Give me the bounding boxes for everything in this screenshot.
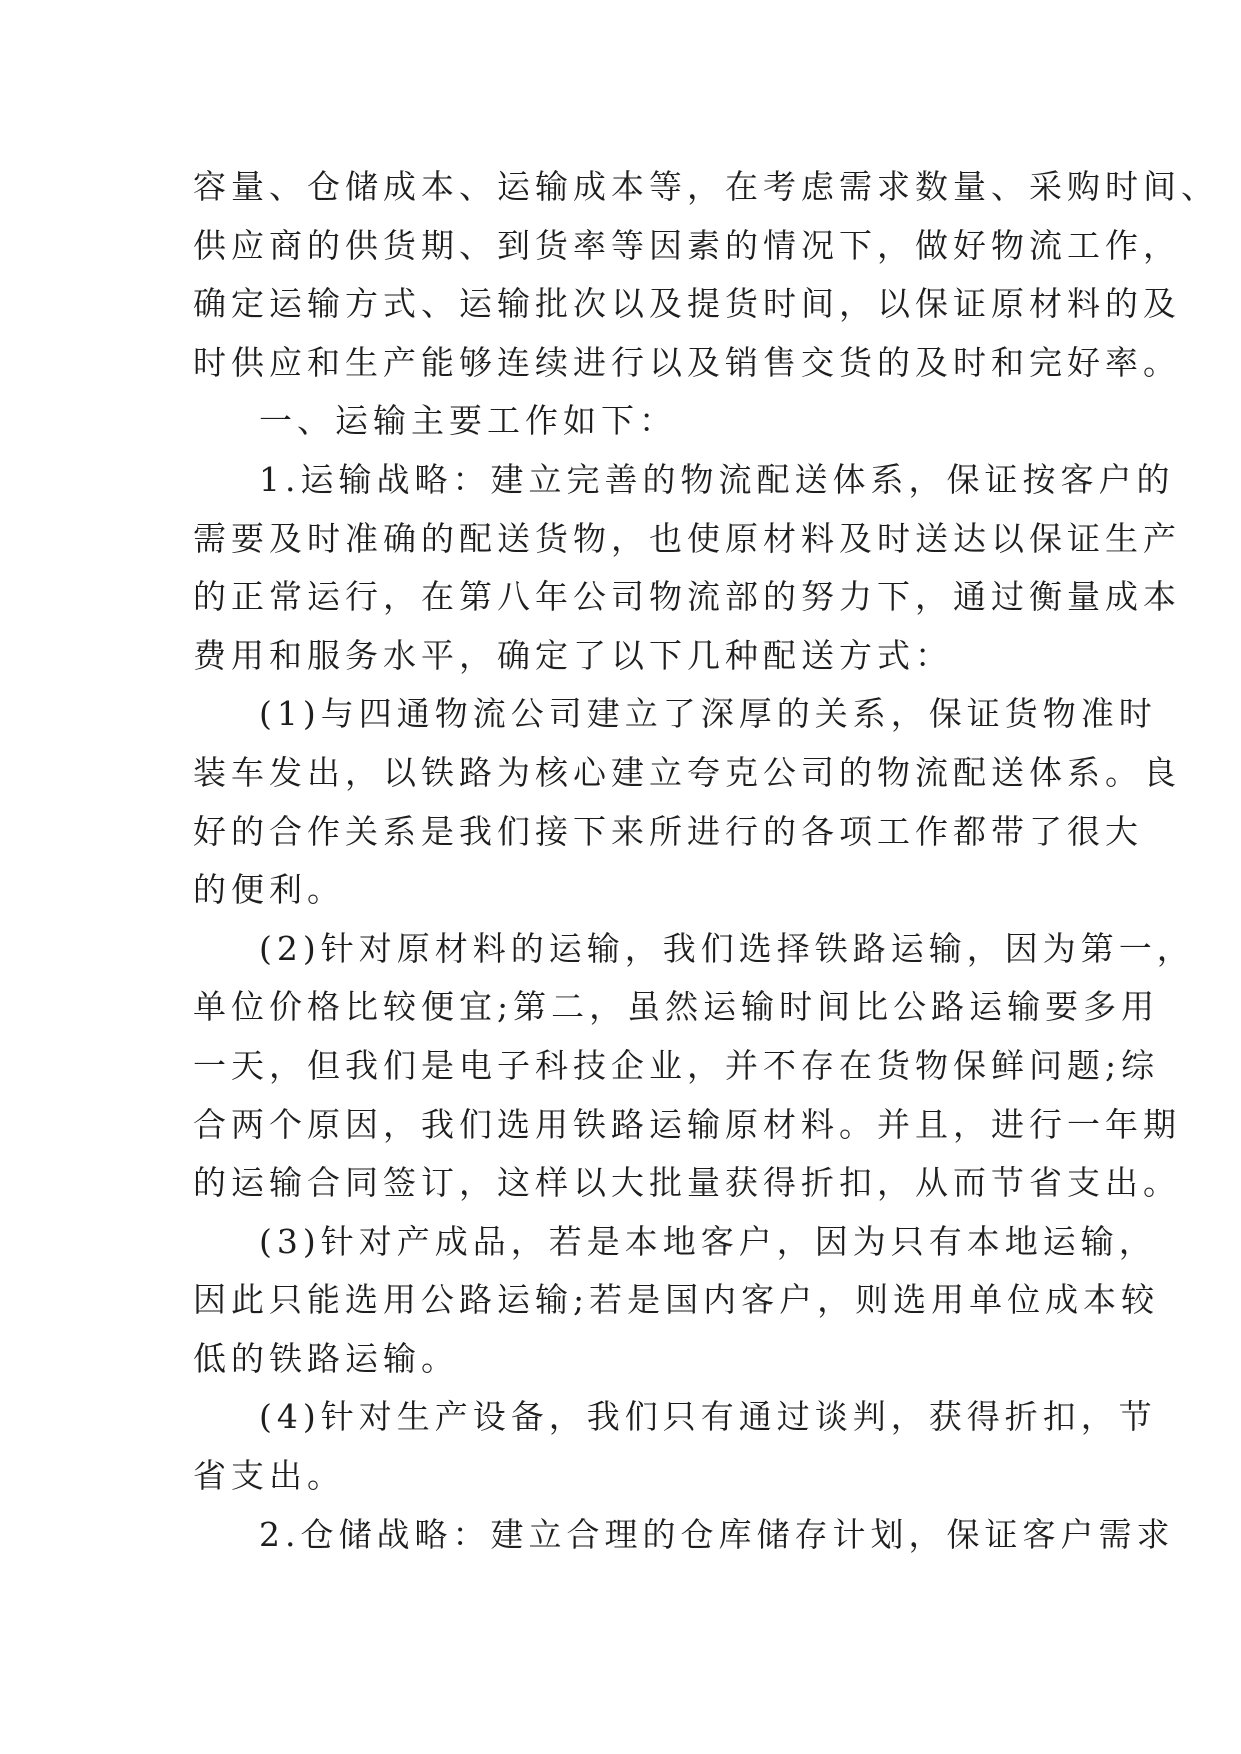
text-line: 供应商的供货期、到货率等因素的情况下，做好物流工作， [193,225,1181,265]
text-line: 需要及时准确的配送货物，也使原材料及时送达以保证生产 [193,518,1181,558]
text-line: 的运输合同签订，这样以大批量获得折扣，从而节省支出。 [193,1163,1181,1203]
text-line: 低的铁路运输。 [193,1338,459,1378]
text-line: 容量、仓储成本、运输成本等，在考虑需求数量、采购时间、 [193,167,1219,206]
text-line: 1.运输战略：建立完善的物流配送体系，保证按客户的 [259,459,1175,499]
text-line: (4)针对生产设备，我们只有通过谈判，获得折扣，节 [259,1397,1157,1437]
text-line: 时供应和生产能够连续进行以及销售交货的及时和完好率。 [193,342,1181,382]
text-line: 一、运输主要工作如下： [259,401,677,441]
text-line: 一天，但我们是电子科技企业，并不存在货物保鲜问题;综 [193,1045,1160,1085]
text-line: 的便利。 [193,870,345,910]
text-line: 单位价格比较便宜;第二，虽然运输时间比公路运输要多用 [193,987,1160,1027]
text-line: 装车发出，以铁路为核心建立夸克公司的物流配送体系。良 [193,752,1181,792]
text-line: (3)针对产成品，若是本地客户，因为只有本地运输， [259,1221,1157,1261]
text-line: 因此只能选用公路运输;若是国内客户，则选用单位成本较 [193,1280,1160,1320]
text-line: 确定运输方式、运输批次以及提货时间，以保证原材料的及 [193,284,1181,324]
text-line: 省支出。 [193,1456,345,1496]
text-line: 的正常运行，在第八年公司物流部的努力下，通过衡量成本 [193,577,1181,617]
text-line: 2.仓储战略：建立合理的仓库储存计划，保证客户需求 [259,1514,1175,1554]
text-line: (2)针对原材料的运输，我们选择铁路运输，因为第一， [259,928,1195,968]
text-line: 费用和服务水平，确定了以下几种配送方式： [193,635,953,675]
text-line: 合两个原因，我们选用铁路运输原材料。并且，进行一年期 [193,1104,1181,1144]
text-line: (1)与四通物流公司建立了深厚的关系，保证货物准时 [259,694,1157,734]
body-text [193,158,1219,1564]
text-line: 好的合作关系是我们接下来所进行的各项工作都带了很大 [193,811,1143,851]
